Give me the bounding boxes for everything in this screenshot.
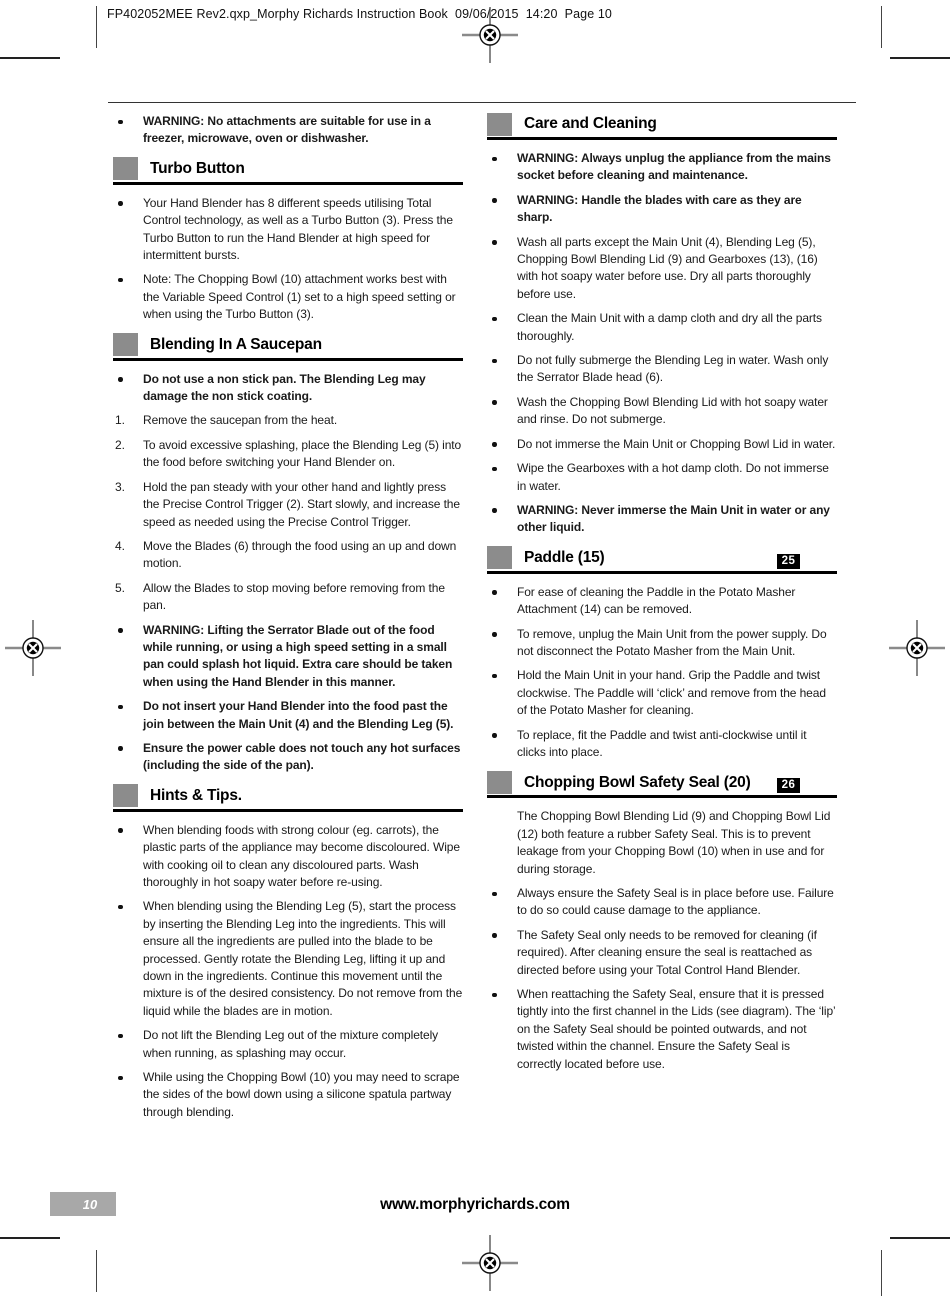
paragraph [487,808,837,878]
section-heading-row [487,770,837,794]
heading-underline [487,571,837,574]
item-text: Hold the Main Unit in your hand. Grip the Paddle and twist clockwise. The Paddle will ‘click’ and remove from the head of the Potato Masher for cleaning. [517,668,826,718]
heading-square-icon [113,333,138,356]
bullet-icon [492,632,497,637]
bullet-icon [118,746,123,751]
heading-square-icon [487,546,512,569]
numbered-item [113,412,463,429]
section-heading [487,546,837,574]
bullet-item [113,822,463,892]
bullet-icon [492,442,497,447]
section-heading-label: Turbo Button [150,160,245,178]
bullet-icon [492,590,497,595]
warning-bullet-item [487,192,837,227]
list-number: 4. [115,538,125,553]
list-number: 3. [115,479,125,494]
bullet-icon [118,1034,123,1039]
item-text: While using the Chopping Bowl (10) you may need to scrape the sides of the bowl down using a silicone spatula partway through blending. [143,1070,460,1119]
warning-bullet-item [113,622,463,692]
item-text: When blending foods with strong colour (eg. carrots), the plastic parts of the appliance may become discoloured. Wipe with cooking oil to clean any discoloured parts. Wash thoroughly in hot soapy water before re-using. [143,822,460,889]
item-text: Do not use a non stick pan. The Blending Leg may damage the non stick coating. [143,371,426,404]
trim-mark-left-lower [0,1237,60,1239]
registration-mark-right-icon [889,620,945,676]
bullet-icon [118,1076,123,1081]
bullet-icon [118,278,123,283]
left-column [113,103,463,1128]
section-heading-label: Blending In A Saucepan [150,335,322,353]
bullet-item [487,727,837,762]
heading-square-icon [487,113,512,136]
warning-bullet-item [113,371,463,406]
section-heading-row [113,157,463,181]
item-text: Ensure the power cable does not touch any hot surfaces (including the side of the pan). [143,740,461,773]
section-heading [487,770,837,798]
item-text: Wash all parts except the Main Unit (4), Blending Leg (5), Chopping Bowl Blending Lid (9) and Gearboxes (13), (16) with hot soapy water before use. Dry all parts thoroughly before use. [517,234,818,301]
bullet-icon [118,628,123,633]
section-heading [113,784,463,812]
numbered-item [113,479,463,531]
bullet-item [487,436,837,453]
bullet-item [487,584,837,619]
item-text: Wipe the Gearboxes with a hot damp cloth. Do not immerse in water. [517,461,829,493]
item-text: Move the Blades (6) through the food using an up and down motion. [143,538,457,571]
registration-mark-bottom-icon [462,1235,518,1291]
section-heading-label: Care and Cleaning [524,115,657,133]
item-text: Do not immerse the Main Unit or Chopping Bowl Lid in water. [517,436,836,451]
diagram-reference-badge: 25 [777,554,800,569]
numbered-item [113,580,463,615]
list-number: 2. [115,437,125,452]
trim-mark-top-left [96,6,97,48]
trim-mark-bottom-left [96,1250,97,1292]
item-text: Do not lift the Blending Leg out of the mixture completely when running, as splashing may occur. [143,1028,439,1060]
section-heading-label: Paddle (15) [524,549,605,567]
bullet-icon [492,359,497,364]
bullet-icon [492,157,497,162]
bullet-item [487,234,837,304]
footer-website: www.morphyrichards.com [380,1196,570,1213]
warning-bullet-item [487,502,837,537]
bullet-item [487,352,837,387]
page-number: 10 [82,1196,98,1212]
bullet-item [113,1069,463,1121]
item-text: WARNING: Lifting the Serrator Blade out of the food while running, or using a high speed setting in a small pan could splash hot liquid. Extra care should be taken when using the Hand Blender in this manner. [143,622,453,689]
section-heading [113,157,463,185]
heading-square-icon [113,784,138,807]
warning-bullet-item [487,150,837,185]
item-text: WARNING: Never immerse the Main Unit in water or any other liquid. [517,502,830,535]
trim-mark-top-right [881,6,882,48]
item-text: Wash the Chopping Bowl Blending Lid with hot soapy water and rinse. Do not submerge. [517,394,828,427]
bullet-item [487,986,837,1073]
item-text: Do not insert your Hand Blender into the food past the join between the Main Unit (4) and the Blending Leg (5). [143,699,454,731]
bullet-item [487,394,837,429]
bullet-item [487,310,837,345]
warning-bullet-item [113,740,463,775]
section-heading-row [113,333,463,357]
heading-underline [487,795,837,798]
trim-mark-right-lower [890,1237,950,1239]
item-text: The Chopping Bowl Blending Lid (9) and Chopping Bowl Lid (12) both feature a rubber Safety Seal. This is to prevent leakage from your Chopping Bowl (10) when in use and for during storage. [517,809,831,876]
right-column [487,103,837,1080]
item-text: Always ensure the Safety Seal is in place before use. Failure to do so could cause damage to the appliance. [517,886,834,918]
bullet-icon [492,240,497,245]
bullet-icon [118,828,123,833]
heading-underline [487,137,837,140]
bullet-icon [118,905,123,910]
bullet-icon [118,120,123,125]
item-text: WARNING: Always unplug the appliance from the mains socket before cleaning and maintenance. [517,151,831,183]
heading-underline [113,809,463,812]
bullet-item [113,195,463,265]
bullet-icon [492,400,497,405]
heading-square-icon [113,157,138,180]
item-text: Remove the saucepan from the heat. [143,413,338,428]
item-text: Note: The Chopping Bowl (10) attachment works best with the Variable Speed Control (1) set to a high speed setting or when using the Turbo Button (3). [143,272,456,322]
item-text: To remove, unplug the Main Unit from the power supply. Do not disconnect the Potato Masher from the Main Unit. [517,626,827,658]
item-text: The Safety Seal only needs to be removed for cleaning (if required). After cleaning ensure the seal is reattached as directed before using your Total Control Hand Blender. [517,927,817,977]
bullet-item [487,885,837,920]
item-text: WARNING: Handle the blades with care as they are sharp. [517,192,802,225]
registration-mark-top-icon [462,7,518,63]
section-heading-row [113,784,463,808]
bullet-icon [492,467,497,472]
item-text: Your Hand Blender has 8 different speeds utilising Total Control technology, as well as a Turbo Button (3). Press the Turbo Button to run the Hand Blender at high speed for intermittent bursts. [143,195,453,263]
bullet-item [487,460,837,495]
item-text: To avoid excessive splashing, place the Blending Leg (5) into the food before switching your Hand Blender on. [143,437,462,470]
heading-underline [113,358,463,361]
trim-mark-bottom-right [881,1250,882,1296]
section-heading [487,112,837,140]
section-heading-label: Chopping Bowl Safety Seal (20) [524,773,751,791]
heading-underline [113,182,463,185]
warning-bullet-item [113,698,463,733]
bullet-icon [118,201,123,206]
bullet-icon [492,317,497,322]
item-text: When blending using the Blending Leg (5), start the process by inserting the Blending Leg into the ingredients. This will ensure all the ingredients are pulled into the blade to be processed. Gently rotate the Blending Leg, lifting it up and down in the ingredients. Continue this movement until the mixture is of the desired consistency. Do not remove from the liquid while the blades are in motion. [143,899,463,1018]
bullet-icon [492,892,497,897]
item-text: For ease of cleaning the Paddle in the Potato Masher Attachment (14) can be removed. [517,584,796,617]
bullet-item [487,667,837,719]
bullet-icon [492,508,497,513]
bullet-item [487,626,837,661]
bullet-item [113,898,463,1020]
item-text: To replace, fit the Paddle and twist anti-clockwise until it clicks into place. [517,727,807,759]
section-heading [113,333,463,361]
item-text: Allow the Blades to stop moving before removing from the pan. [143,580,445,613]
item-text: Do not fully submerge the Blending Leg in water. Wash only the Serrator Blade head (6). [517,353,829,385]
list-number: 1. [115,413,125,428]
bullet-icon [492,198,497,203]
document-header-title: FP402052MEE Rev2.qxp_Morphy Richards Instruction Book 09/06/2015 14:20 Page 10 [107,7,612,21]
section-heading-row [487,112,837,136]
numbered-item [113,538,463,573]
bullet-icon [492,733,497,738]
bullet-icon [492,933,497,938]
list-number: 5. [115,580,125,595]
item-text: Clean the Main Unit with a damp cloth and dry all the parts thoroughly. [517,311,822,343]
bullet-icon [118,705,123,710]
bullet-icon [492,993,497,998]
trim-mark-right-upper [890,57,950,59]
diagram-reference-badge: 26 [777,778,800,793]
section-heading-label: Hints & Tips. [150,787,242,805]
numbered-item [113,437,463,472]
bullet-item [113,271,463,323]
registration-mark-left-icon [5,620,61,676]
heading-square-icon [487,771,512,794]
warning-bullet-item [113,113,463,148]
bullet-item [113,1027,463,1062]
item-text: WARNING: No attachments are suitable for use in a freezer, microwave, oven or dishwasher. [143,114,431,146]
bullet-icon [492,674,497,679]
section-heading-row [487,546,837,570]
item-text: Hold the pan steady with your other hand and lightly press the Precise Control Trigger (2). Start slowly, and increase the speed as needed using the Precise Control Trigger. [143,479,460,529]
bullet-icon [118,377,123,382]
item-text: When reattaching the Safety Seal, ensure that it is pressed tightly into the first channel in the Lids (see diagram). The ‘lip’ on the Safety Seal should be pointed outwards, and not twisted within the channel. Ensure the Safety Seal is correctly located before use. [517,987,836,1071]
bullet-item [487,927,837,979]
trim-mark-left-upper [0,57,60,59]
